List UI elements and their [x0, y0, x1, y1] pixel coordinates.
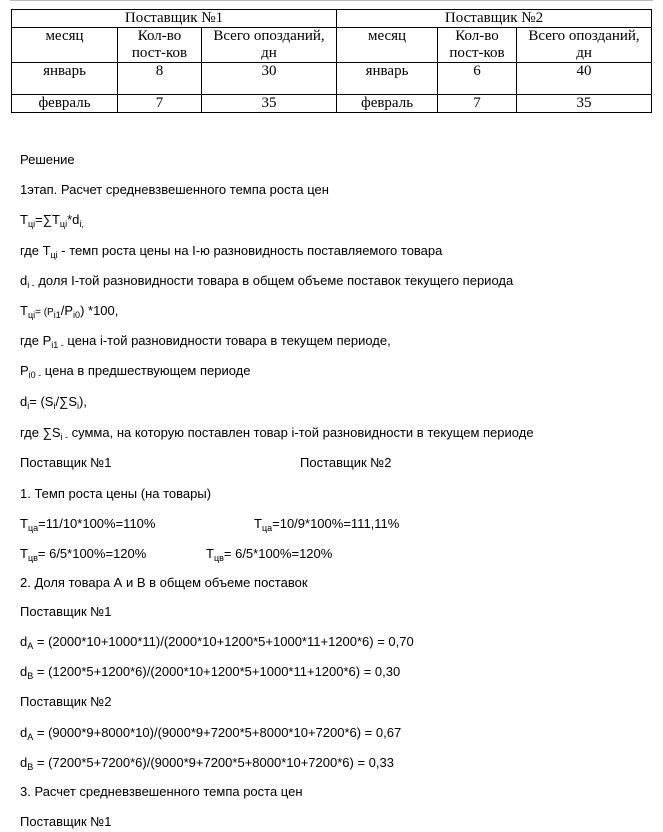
rate-b-supplier2: $T_{цв}= 6/5*100\%=120\%$ — [206, 546, 333, 563]
cell: 7 — [438, 95, 517, 113]
section2-heading: 2. Доля товара А и В в общем объеме поставок — [20, 575, 308, 590]
cell: 40 — [517, 63, 652, 95]
cell: январь — [12, 63, 118, 95]
rate-a-supplier1: $T_{цa}=11/10*100\%=110\%$ — [20, 516, 156, 533]
col-qty: Кол-во пост-ков — [438, 28, 517, 63]
supplier1-subheading: Поставщик №1 — [20, 604, 112, 619]
supplier2-label: Поставщик №2 — [300, 455, 392, 470]
supplier1-label: Поставщик №1 — [20, 455, 112, 470]
table-row — [12, 63, 652, 95]
cell: 30 — [202, 63, 337, 95]
supplier1-subheading-2: Поставщик №1 — [20, 814, 112, 829]
table-subheader-row — [12, 28, 652, 63]
formula-share: $d_i= (S_i/\sum S_i)$, — [20, 394, 87, 411]
cell: январь — [337, 63, 438, 95]
definition-share: $d_{i -}$ доля I-той разновидности товара в общем объеме поставок текущего периода — [20, 273, 514, 290]
header-supplier-2: Поставщик №2 — [337, 10, 652, 28]
suppliers-table — [11, 9, 652, 113]
col-month: месяц — [337, 28, 438, 63]
section1-heading: 1. Темп роста цены (на товары) — [20, 486, 212, 501]
table-row — [12, 95, 652, 113]
share-b-supplier1: $d_B = (1200*5+1200*6)/(2000*10+1200*5+1000*11+1200*6) = 0,30$ — [20, 664, 401, 681]
definition-previous-price: $P_{i0 -}$ цена в предшествующем периоде — [20, 363, 251, 380]
definition-current-price: где $P_{i1 -}$ цена i-той разновидности товара в текущем периоде, — [20, 333, 391, 350]
rate-a-supplier2: $T_{цa}=10/9*100\%=111,11\%$ — [254, 516, 400, 533]
col-qty: Кол-во пост-ков — [118, 28, 202, 63]
share-b-supplier2: $d_B = (7200*5+7200*6)/(9000*9+7200*5+8000*10+7200*6) = 0,33$ — [20, 755, 394, 772]
header-supplier-1: Поставщик №1 — [12, 10, 337, 28]
supplier2-subheading: Поставщик №2 — [20, 694, 112, 709]
cell: 35 — [202, 95, 337, 113]
formula-price-index: $T_{цi}= (P_{i1}/P_{i0})$ *100, — [20, 303, 119, 320]
cell: февраль — [337, 95, 438, 113]
section3-heading: 3. Расчет средневзвешенного темпа роста цен — [20, 784, 303, 799]
cell: 8 — [118, 63, 202, 95]
formula-weighted-rate: $T_{цi}=\sum T_{цi}*d_{i,}$ — [20, 212, 84, 229]
definition-sum: где $\sum S_{i -}$ сумма, на которую поставлен товар i-той разновидности в текущем периоде — [20, 425, 534, 442]
cell: 6 — [438, 63, 517, 95]
cut-top-edge — [10, 0, 653, 5]
table-header-row — [12, 10, 652, 28]
definition-rate: где $T_{цi}$ - темп роста цены на I-ю разновидность поставляемого товара — [20, 243, 443, 260]
col-delays: Всего опозданий, дн — [517, 28, 652, 63]
cell: 35 — [517, 95, 652, 113]
solution-heading: Решение — [20, 152, 75, 167]
col-month: месяц — [12, 28, 118, 63]
cell: 7 — [118, 95, 202, 113]
share-a-supplier2: $d_A = (9000*9+8000*10)/(9000*9+7200*5+8000*10+7200*6) = 0,67$ — [20, 725, 402, 742]
rate-b-supplier1: $T_{цв}= 6/5*100\%=120\%$ — [20, 546, 147, 563]
col-delays: Всего опозданий, дн — [202, 28, 337, 63]
share-a-supplier1: $d_A = (2000*10+1000*11)/(2000*10+1200*5+1000*11+1200*6) = 0,70$ — [20, 634, 414, 651]
cell: февраль — [12, 95, 118, 113]
stage1-heading: 1этап. Расчет средневзвешенного темпа роста цен — [20, 182, 329, 197]
